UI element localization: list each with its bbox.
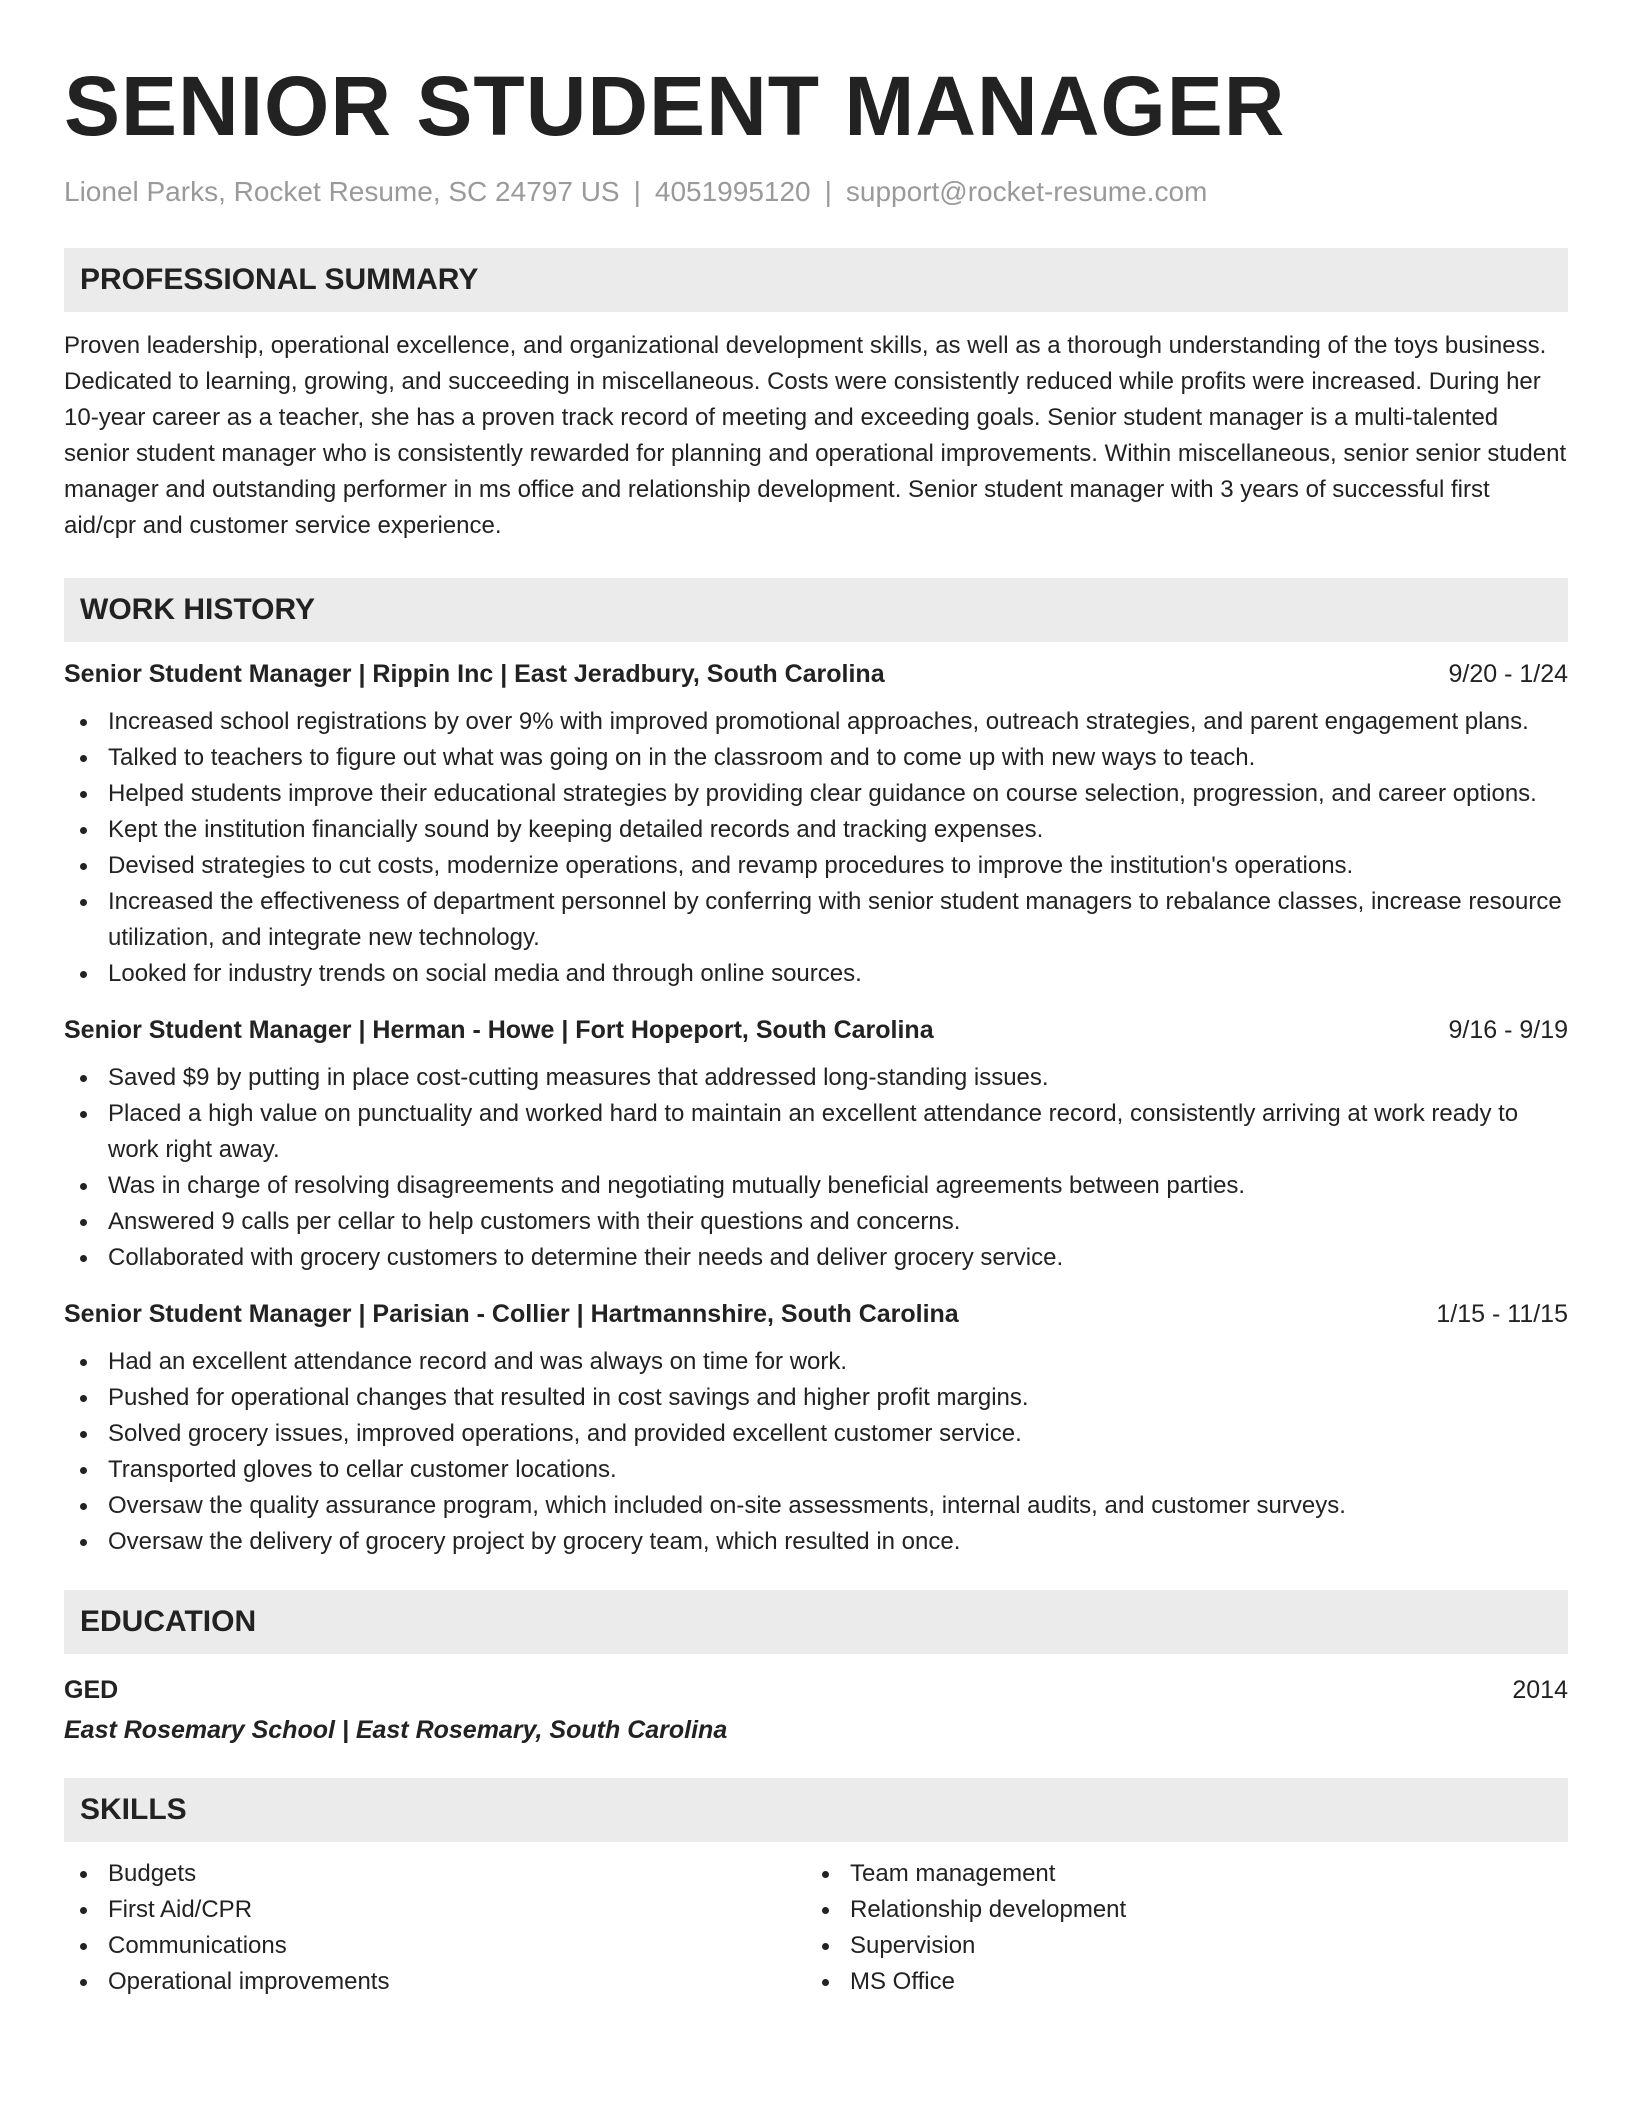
education-year: 2014 (1512, 1676, 1568, 1704)
job-bullet: Collaborated with grocery customers to determine their needs and deliver grocery service. (64, 1240, 1568, 1276)
skill-item: Communications (64, 1928, 806, 1964)
job-bullet: Increased the effectiveness of department personnel by conferring with senior student managers to rebalance classes, increase resource utilization, and integrate new technology. (64, 884, 1568, 956)
job-bullet: Talked to teachers to figure out what was going on in the classroom and to come up with new ways to teach. (64, 740, 1568, 776)
skills-section-header: SKILLS (64, 1778, 1568, 1842)
work-history-list (64, 658, 1568, 1560)
skill-item: Supervision (806, 1928, 1548, 1964)
job-bullet: Saved $9 by putting in place cost-cutting measures that addressed long-standing issues. (64, 1060, 1568, 1096)
skill-item: Operational improvements (64, 1964, 806, 2000)
skill-item: MS Office (806, 1964, 1548, 2000)
job-entry (64, 658, 1568, 992)
job-bullet-list (64, 1344, 1568, 1560)
job-title: Senior Student Manager | Rippin Inc | East Jeradbury, South Carolina (64, 660, 885, 688)
contact-separator: | (633, 176, 641, 207)
education-school: East Rosemary School | East Rosemary, South Carolina (64, 1716, 728, 1744)
job-header (64, 1014, 1568, 1046)
education-row (64, 1672, 1568, 1708)
skill-item: Budgets (64, 1856, 806, 1892)
job-bullet: Looked for industry trends on social media and through online sources. (64, 956, 1568, 992)
education-degree: GED (64, 1676, 119, 1704)
skill-item: Team management (806, 1856, 1548, 1892)
job-bullet: Increased school registrations by over 9% with improved promotional approaches, outreach strategies, and parent engagement plans. (64, 704, 1568, 740)
job-bullet: Oversaw the delivery of grocery project by grocery team, which resulted in once. (64, 1524, 1568, 1560)
skills-grid (64, 1856, 1568, 2000)
resume-name-title: SENIOR STUDENT MANAGER (64, 59, 1286, 153)
contact-address: Lionel Parks, Rocket Resume, SC 24797 US (64, 176, 620, 207)
job-header (64, 658, 1568, 690)
contact-separator: | (824, 176, 832, 207)
education-section-header: EDUCATION (64, 1590, 1568, 1654)
summary-text: Proven leadership, operational excellence, and organizational development skills, as well as a thorough understanding of the toys business. Dedicated to learning, growing, and succeeding in miscellaneous. Costs were consistently reduced while profits were increased. During her 10-year career as a teacher, she has a proven track record of meeting and exceeding goals. Senior student manager is a multi-talented senior student manager who is consistently rewarded for planning and operational improvements. Within miscellaneous, senior senior student manager and outstanding performer in ms office and relationship development. Senior student manager with 3 years of successful first aid/cpr and customer service experience. (64, 332, 1567, 539)
job-entry (64, 1298, 1568, 1560)
job-title: Senior Student Manager | Herman - Howe | Fort Hopeport, South Carolina (64, 1016, 934, 1044)
contact-email: support@rocket-resume.com (845, 176, 1208, 207)
job-bullet: Placed a high value on punctuality and worked hard to maintain an excellent attendance record, consistently arriving at work ready to work right away. (64, 1096, 1568, 1168)
job-bullet: Devised strategies to cut costs, modernize operations, and revamp procedures to improve the institution's operations. (64, 848, 1568, 884)
skill-item: Relationship development (806, 1892, 1548, 1928)
job-header (64, 1298, 1568, 1330)
job-bullet: Answered 9 calls per cellar to help customers with their questions and concerns. (64, 1204, 1568, 1240)
job-bullet: Transported gloves to cellar customer locations. (64, 1452, 1568, 1488)
contact-phone: 4051995120 (654, 176, 811, 207)
job-bullet: Had an excellent attendance record and was always on time for work. (64, 1344, 1568, 1380)
job-bullet-list (64, 1060, 1568, 1276)
skills-column-left (64, 1856, 806, 2000)
job-bullet: Pushed for operational changes that resulted in cost savings and higher profit margins. (64, 1380, 1568, 1416)
work-history-section-header: WORK HISTORY (64, 578, 1568, 642)
job-bullet: Helped students improve their educational strategies by providing clear guidance on course selection, progression, and career options. (64, 776, 1568, 812)
summary-section-header: PROFESSIONAL SUMMARY (64, 248, 1568, 312)
job-dates: 9/20 - 1/24 (1448, 660, 1568, 688)
resume-page (64, 0, 1568, 2000)
job-bullet: Oversaw the quality assurance program, which included on-site assessments, internal audits, and customer surveys. (64, 1488, 1568, 1524)
job-bullet: Was in charge of resolving disagreements and negotiating mutually beneficial agreements between parties. (64, 1168, 1568, 1204)
job-dates: 9/16 - 9/19 (1448, 1016, 1568, 1044)
contact-line (64, 174, 1568, 210)
job-bullet-list (64, 704, 1568, 992)
job-bullet: Solved grocery issues, improved operations, and provided excellent customer service. (64, 1416, 1568, 1452)
job-dates: 1/15 - 11/15 (1436, 1300, 1568, 1328)
skill-item: First Aid/CPR (64, 1892, 806, 1928)
skills-column-right (806, 1856, 1548, 2000)
job-bullet: Kept the institution financially sound by keeping detailed records and tracking expenses. (64, 812, 1568, 848)
job-title: Senior Student Manager | Parisian - Collier | Hartmannshire, South Carolina (64, 1300, 959, 1328)
job-entry (64, 1014, 1568, 1276)
